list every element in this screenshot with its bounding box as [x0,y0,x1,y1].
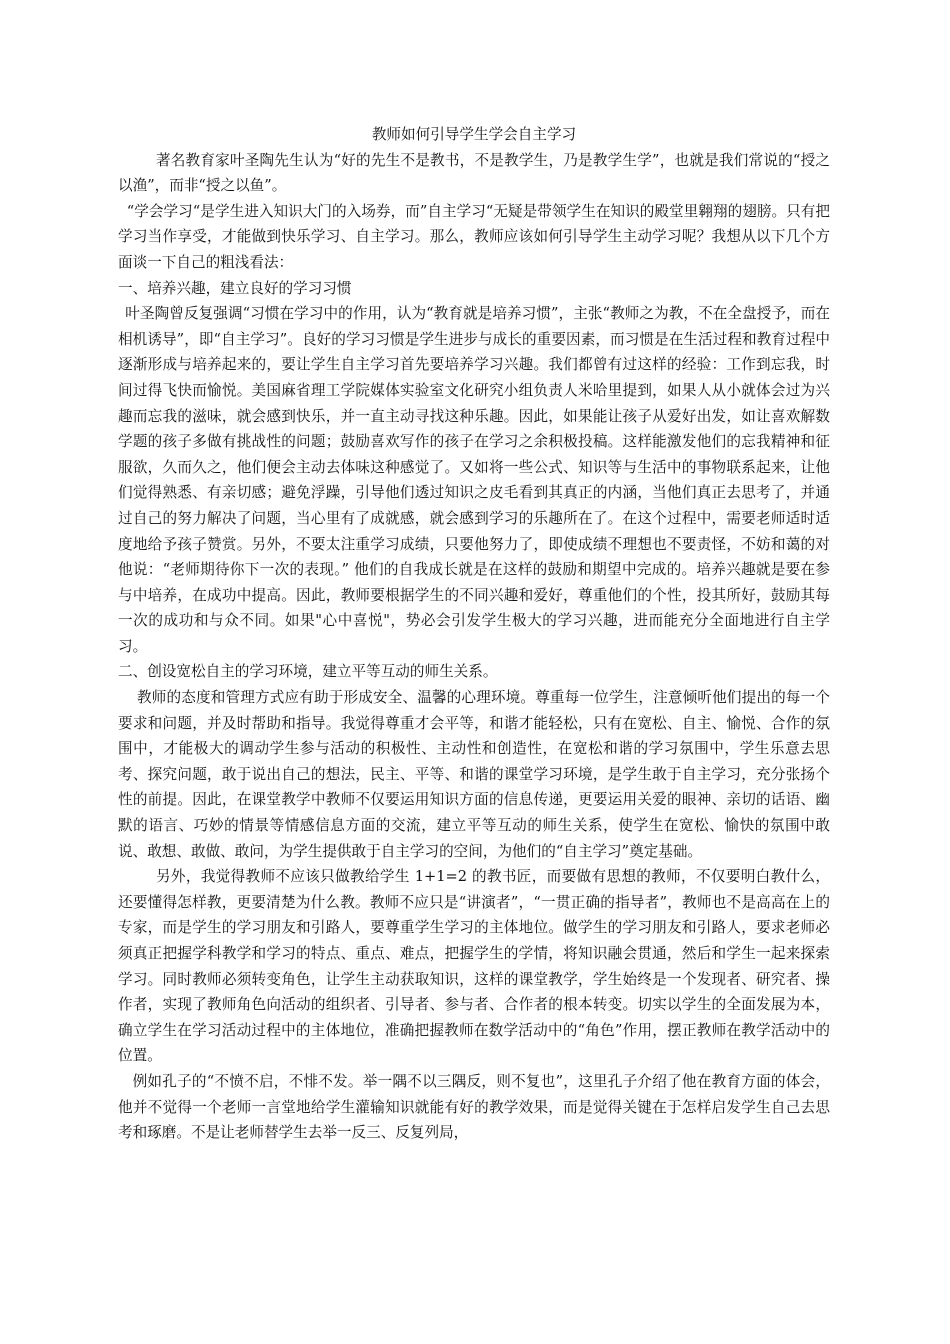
paragraph-intro: 著名教育家叶圣陶先生认为“好的先生不是教书，不是教学生，乃是教学生学”，也就是我们常说的“授之以渔”，而非“授之以鱼”。 [118,151,830,195]
document-title: 教师如何引导学生学会自主学习 [371,126,577,143]
section-heading-2: 二、创设宽松自主的学习环境，建立平等互动的师生关系。 [118,663,498,681]
document-page [118,122,830,1146]
paragraph-confucius: 例如孔子的“不愤不启，不悱不发。举一隅不以三隅反，则不复也”，这里孔子介绍了他在教育方面的体会，他并不觉得一个老师一言堂地给学生灌输知识就能有好的教学效果，而是觉得关键在于怎样启发学生自己去思考和琢磨。不是让老师替学生去举一反三、反复列局， [118,1072,830,1142]
paragraph-learning: “学会学习“是学生进入知识大门的入场券，而”自主学习“无疑是带领学生在知识的殿堂里翱翔的翅膀。只有把学习当作享受，才能做到快乐学习、自主学习。那么，教师应该如何引导学生主动学习呢？我想从以下几个方面谈一下自己的粗浅看法： [118,202,830,271]
paragraph-interest: 叶圣陶曾反复强调“习惯在学习中的作用，认为“教育就是培养习惯”，主张“教师之为教，不在全盘授予，而在相机诱导”，即“自主学习”。良好的学习习惯是学生进步与成长的重要因素，而习惯是在生活过程和教育过程中逐渐形成与培养起来的，要让学生自主学习首先要培养学习兴趣。我们都曾有过这样的经验：工作到忘我，时间过得飞快而愉悦。美国麻省理工学院媒体实验室文化研究小组负责人米哈里提到，如果人从小就体会过为兴趣而忘我的滋味，就会感到快乐，并一直主动寻找这种乐趣。因此，如果能让孩子从爱好出发，如让喜欢解数学题的孩子多做有挑战性的问题；鼓励喜欢写作的孩子在学习之余积极投稿。这样能激发他们的忘我精神和征服欲，久而久之，他们便会主动去体味这种感觉了。又如将一些公式、知识等与生活中的事物联系起来，让他们觉得熟悉、有亲切感；避免浮躁，引导他们透过知识之皮毛看到其真正的内涵，当他们真正去思考了，并通过自己的努力解决了问题，当心里有了成就感，就会感到学习的乐趣所在了。在这个过程中，需要老师适时适度地给予孩子赞赏。另外，不要太注重学习成绩，只要他努力了，即使成绩不理想也不要责怪，不妨和蔼的对他说：“老师期待你下一次的表现。” 他们的自我成长就是在这样的鼓励和期望中完成的。培养兴趣就是要在参与中培养，在成功中提高。因此，教师要根据学生的不同兴趣和爱好，尊重他们的个性，投其所好，鼓励其每一次的成功和与众不同。如果"心中喜悦"，势必会引发学生极大的学习兴趣，进而能充分全面地进行自主学习。 [118,305,830,655]
paragraph-environment: 教师的态度和管理方式应有助于形成安全、温馨的心理环境。尊重每一位学生，注意倾听他们提出的每一个要求和问题，并及时帮助和指导。我觉得尊重才会平等，和谐才能轻松，只有在宽松、自主、愉悦、合作的氛围中，才能极大的调动学生参与活动的积极性、主动性和创造性，在宽松和谐的学习氛围中，学生乐意去思考、探究问题，敢于说出自己的想法，民主、平等、和谐的课堂学习环境，是学生敢于自主学习，充分张扬个性的前提。因此，在课堂教学中教师不仅要运用知识方面的信息传递，更要运用关爱的眼神、亲切的话语、幽默的语言、巧妙的情景等情感信息方面的交流，建立平等互动的师生关系，使学生在宽松、愉快的氛围中敢说、敢想、敢做、敢问，为学生提供敢于自主学习的空间，为他们的“自主学习”奠定基础。 [118,689,830,860]
paragraph-teacher-role: 另外，我觉得教师不应该只做教给学生 1+1=2 的教书匠，而要做有思想的教师，不仅要明白教什么，还要懂得怎样教，更要清楚为什么教。教师不应只是“讲演者”，“一贯正确的指导者”，教师也不是高高在上的专家，而是学生的学习朋友和引路人，要尊重学生学习的主体地位。做学生的学习朋友和引路人，要求老师必须真正把握学科教学和学习的特点、重点、难点，把握学生的学情，将知识融会贯通，然后和学生一起来探索学习。同时教师必须转变角色，让学生主动获取知识，这样的课堂教学，学生始终是一个发现者、研究者、操作者，实现了教师角色向活动的组织者、引导者、参与者、合作者的根本转变。切实以学生的全面发展为本，确立学生在学习活动过程中的主体地位，准确把握教师在数学活动中的“角色”作用，摆正教师在教学活动中的位置。 [118,868,830,1065]
section-heading-1: 一、培养兴趣，建立良好的学习习惯 [118,279,352,297]
